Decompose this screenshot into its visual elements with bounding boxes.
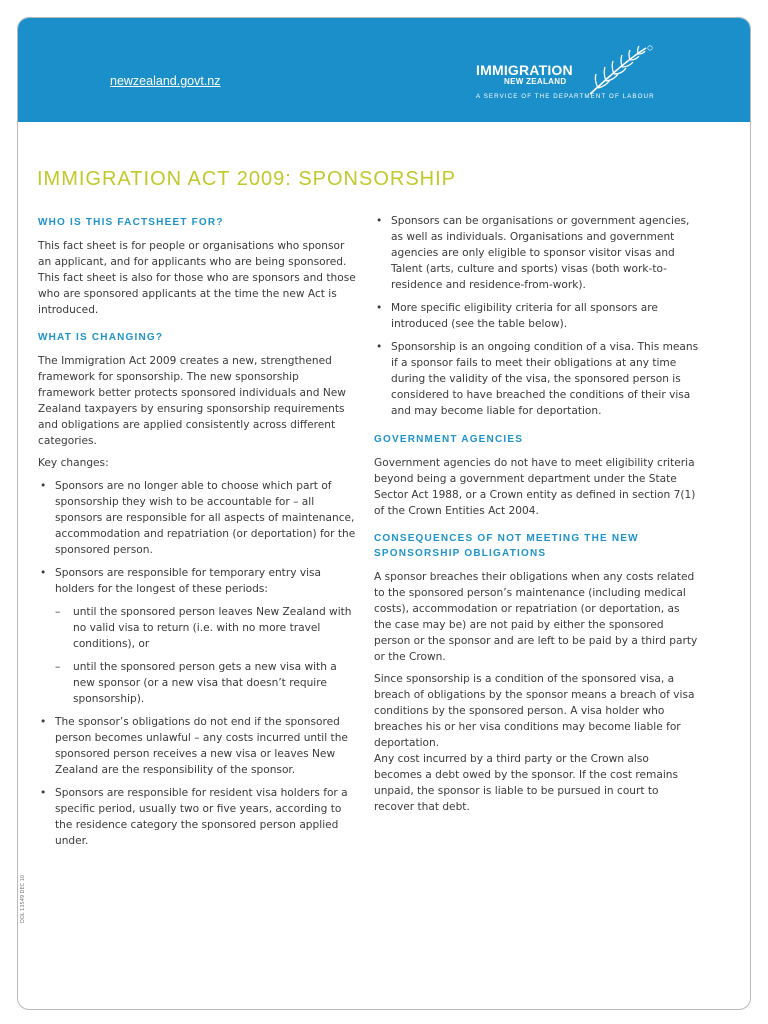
list-item: – until the sponsored person gets a new visa with a new sponsor (or a new visa that doesn’t require sponsorship). [55,659,358,707]
period-list [55,604,358,707]
immigration-nz-logo [474,44,734,114]
list-item: • Sponsors are responsible for temporary entry visa holders for the longest of these periods: – until the sponsored person leaves New Zealand with no valid visa to return (i.e. with no more travel conditions), or – until the sponsored person gets a new visa with a new sponsor (or a new visa that doesn’t require sponsorship). [38,565,358,707]
sponsor-points-list [374,213,699,419]
heading-who-for: WHO IS THIS FACTSHEET FOR? [38,217,224,228]
paragraph-who-for: This fact sheet is for people or organisations who sponsor an applicant, and for applicants who are being sponsored. This fact sheet is also for those who are sponsors and those who are sponsored applicants at the time the new Act is introduced. [38,240,356,316]
site-link[interactable]: newzealand.govt.nz [110,74,221,88]
silver-fern-icon [584,44,654,96]
page-title: IMMIGRATION ACT 2009: SPONSORSHIP [37,168,457,190]
key-changes-list [38,478,358,849]
heading-consequences: CONSEQUENCES OF NOT MEETING THE NEW SPONSORSHIP OBLIGATIONS [374,533,639,559]
logo-subtitle: NEW ZEALAND [504,77,567,86]
list-item: • More specific eligibility criteria for all sponsors are introduced (see the table below). [374,300,699,332]
list-item: • Sponsors are no longer able to choose which part of sponsorship they wish to be accountable for – all sponsors are responsible for all aspects of maintenance, accommodation and repatriation (or deportation) for the sponsored person. [38,478,358,558]
heading-what-changing: WHAT IS CHANGING? [38,332,164,343]
list-item: • Sponsors can be organisations or government agencies, as well as individuals. Organisations and government agencies are only eligible to sponsor visitor visas and Talent (arts, culture and sports) visas (both work-to-residence and residence-from-work). [374,213,699,293]
list-item: • The sponsor’s obligations do not end if the sponsored person becomes unlawful – any costs incurred until the sponsored person receives a new visa or leaves New Zealand are the responsibility of the sponsor. [38,714,358,778]
paragraph-visa-condition: Since sponsorship is a condition of the sponsored visa, a breach of obligations by the sponsor means a breach of visa conditions by the sponsored person. A visa holder who breaches his or her visa conditions may become liable for deportation. [374,673,695,749]
left-column [38,215,358,849]
paragraph-debt: Any cost incurred by a third party or the Crown also becomes a debt owed by the sponsor. If the cost remains unpaid, the sponsor is liable to be pursued in court to recover that debt. [374,753,678,813]
right-column [374,213,699,815]
heading-government-agencies: GOVERNMENT AGENCIES [374,434,524,445]
paragraph-government-agencies: Government agencies do not have to meet eligibility criteria beyond being a government department under the State Sector Act 1988, or a Crown entity as defined in section 7(1) of the Crown Entities Act 2004. [374,457,696,517]
header-banner [18,18,750,122]
document-code: DOL 13549 DEC 10 [20,874,26,923]
logo-tagline: A SERVICE OF THE DEPARTMENT OF LABOUR [476,93,655,100]
paragraph-breach: A sponsor breaches their obligations when any costs related to the sponsored person’s maintenance (including medical costs), accommodation or repatriation (or deportation, as the case may be) are not paid by either the sponsored person or the sponsor and are left to be paid by a third party or the Crown. [374,571,698,663]
list-item: • Sponsors are responsible for resident visa holders for a specific period, usually two or five years, according to the residence category the sponsored person applied under. [38,785,358,849]
paragraph-key-changes: Key changes: [38,457,109,469]
logo-title: IMMIGRATION [476,62,573,78]
list-item: • Sponsorship is an ongoing condition of a visa. This means if a sponsor fails to meet their obligations at any time during the validity of the visa, the sponsored person is considered to have breached the conditions of their visa and may become liable for deportation. [374,339,699,419]
list-item: – until the sponsored person leaves New Zealand with no valid visa to return (i.e. with no more travel conditions), or [55,604,358,652]
paragraph-framework: The Immigration Act 2009 creates a new, strengthened framework for sponsorship. The new sponsorship framework better protects sponsored individuals and New Zealand taxpayers by ensuring sponsorship requirements and obligations are applied consistently across different categories. [38,355,346,447]
